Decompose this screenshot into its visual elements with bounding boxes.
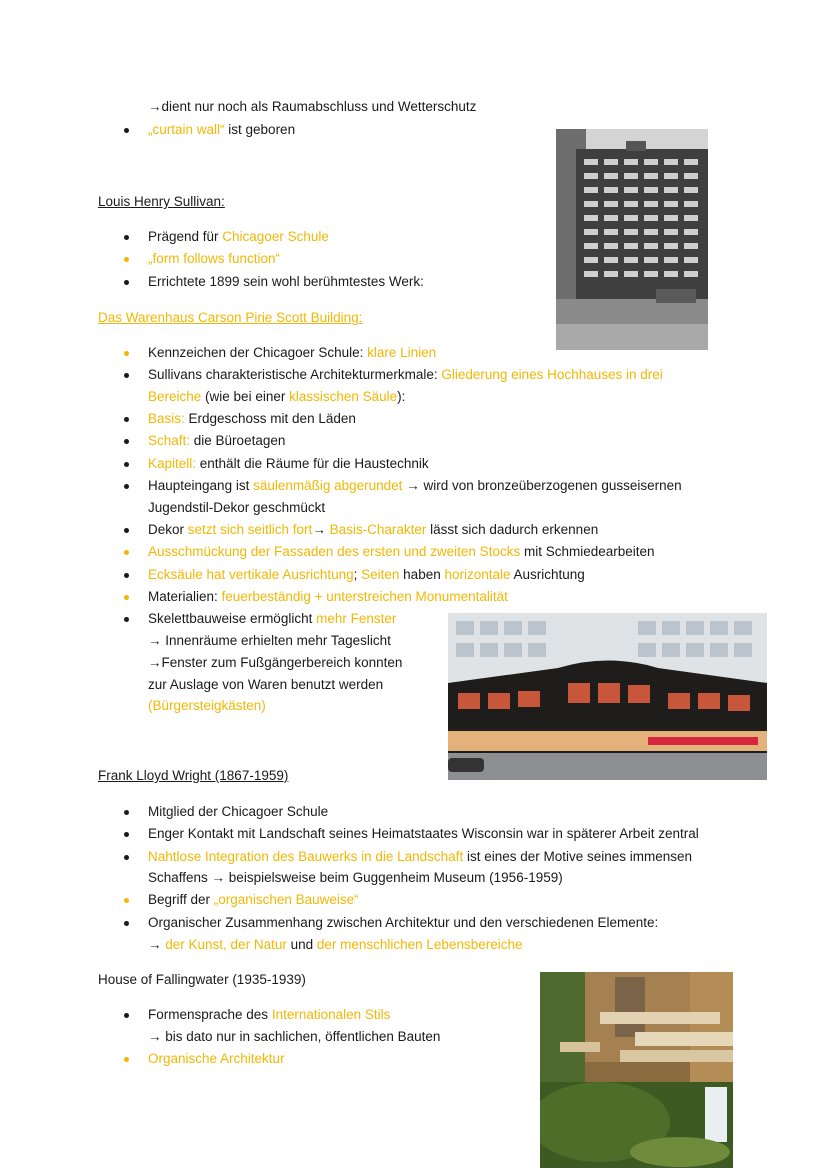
section-heading-carson: Das Warenhaus Carson Pirie Scott Building: xyxy=(98,310,363,325)
bullet xyxy=(124,280,129,285)
bullet xyxy=(124,921,129,926)
list-item: „form follows function“ xyxy=(148,251,281,266)
list-item-continuation: → der Kunst, der Natur und der menschlichen Lebensbereiche xyxy=(148,937,523,952)
list-item: Mitglied der Chicagoer Schule xyxy=(148,804,329,819)
list-item-continuation: Jugendstil-Dekor geschmückt xyxy=(148,500,326,515)
list-item: Haupteingang ist säulenmäßig abgerundet → wird von bronzeüberzogenen gusseisernen xyxy=(148,478,682,493)
carson-pirie-scott-photo xyxy=(556,129,708,350)
bullet xyxy=(124,462,129,467)
list-item: Begriff der „organischen Bauweise“ xyxy=(148,892,359,907)
bullet xyxy=(124,257,129,262)
list-item-continuation: (Bürgersteigkästen) xyxy=(148,698,266,713)
bullet xyxy=(124,484,129,489)
list-item: Enger Kontakt mit Landschaft seines Heimatstaates Wisconsin war in späterer Arbeit zentral xyxy=(148,826,699,841)
list-item-continuation: Schaffens → beispielsweise beim Guggenheim Museum (1956-1959) xyxy=(148,870,563,885)
list-item: Materialien: feuerbeständig + unterstreichen Monumentalität xyxy=(148,589,508,604)
bullet xyxy=(124,550,129,555)
bullet xyxy=(124,810,129,815)
bullet xyxy=(124,1013,129,1018)
bullet xyxy=(124,595,129,600)
arrow-icon: → xyxy=(148,655,162,670)
list-item-continuation: zur Auslage von Waren benutzt werden xyxy=(148,677,384,692)
list-item: Formensprache des Internationalen Stils xyxy=(148,1007,391,1022)
arrow-icon: → xyxy=(148,99,162,114)
bullet xyxy=(124,373,129,378)
list-item-continuation: Bereiche (wie bei einer klassischen Säule): xyxy=(148,389,406,404)
section-heading-sullivan: Louis Henry Sullivan: xyxy=(98,194,225,209)
section-heading-wright: Frank Lloyd Wright (1867-1959) xyxy=(98,768,289,783)
bullet xyxy=(124,1057,129,1062)
list-item: Kapitell: enthält die Räume für die Haustechnik xyxy=(148,456,429,471)
list-item: Dekor setzt sich seitlich fort→ Basis-Charakter lässt sich dadurch erkennen xyxy=(148,522,599,537)
arrow-icon: → xyxy=(312,522,326,537)
bullet xyxy=(124,235,129,240)
arrow-icon: → xyxy=(148,937,162,952)
section-heading-fallingwater: House of Fallingwater (1935-1939) xyxy=(98,972,306,987)
list-item: Prägend für Chicagoer Schule xyxy=(148,229,329,244)
bullet xyxy=(124,528,129,533)
list-item: Ecksäule hat vertikale Ausrichtung; Seiten haben horizontale Ausrichtung xyxy=(148,567,585,582)
bullet xyxy=(124,417,129,422)
fallingwater-photo xyxy=(540,972,733,1168)
list-item-curtain-wall: „curtain wall“ ist geboren xyxy=(148,122,296,137)
list-item: Organische Architektur xyxy=(148,1051,285,1066)
list-item: Ausschmückung der Fassaden des ersten und zweiten Stocks mit Schmiedearbeiten xyxy=(148,544,655,559)
list-item: Skelettbauweise ermöglicht mehr Fenster xyxy=(148,611,397,626)
arrow-icon: → xyxy=(406,478,420,493)
list-item: Basis: Erdgeschoss mit den Läden xyxy=(148,411,356,426)
bullet xyxy=(124,617,129,622)
arrow-icon: → xyxy=(148,633,162,648)
bullet xyxy=(124,898,129,903)
list-item-continuation: →Fenster zum Fußgängerbereich konnten xyxy=(148,655,403,670)
list-item-continuation: → Innenräume erhielten mehr Tageslicht xyxy=(148,633,391,648)
list-item: Errichtete 1899 sein wohl berühmtestes Werk: xyxy=(148,274,424,289)
list-item: Sullivans charakteristische Architekturmerkmale: Gliederung eines Hochhauses in drei xyxy=(148,367,663,382)
list-item: Kennzeichen der Chicagoer Schule: klare Linien xyxy=(148,345,437,360)
bullet xyxy=(124,351,129,356)
arrow-line-raumabschluss: →dient nur noch als Raumabschluss und Wetterschutz xyxy=(148,99,477,114)
bullet xyxy=(124,573,129,578)
list-item-continuation: → bis dato nur in sachlichen, öffentlichen Bauten xyxy=(148,1029,441,1044)
list-item: Nahtlose Integration des Bauwerks in die Landschaft ist eines der Motive seines immensen xyxy=(148,849,693,864)
carson-corner-photo xyxy=(448,613,767,780)
arrow-icon: → xyxy=(148,1029,162,1044)
bullet xyxy=(124,855,129,860)
bullet xyxy=(124,832,129,837)
list-item: Schaft: die Büroetagen xyxy=(148,433,286,448)
arrow-icon: → xyxy=(211,870,226,885)
bullet xyxy=(124,128,129,133)
list-item: Organischer Zusammenhang zwischen Architektur und den verschiedenen Elemente: xyxy=(148,915,659,930)
bullet xyxy=(124,439,129,444)
